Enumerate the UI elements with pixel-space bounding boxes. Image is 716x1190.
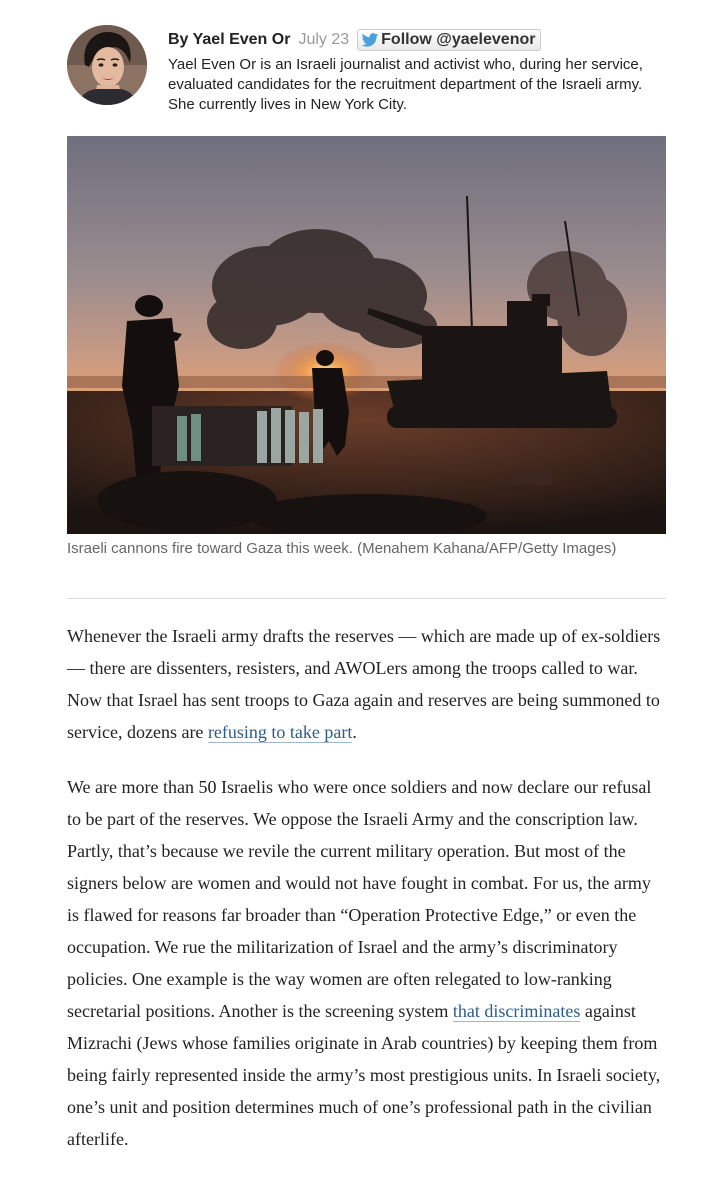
photo-caption: Israeli cannons fire toward Gaza this week. (Menahem Kahana/AFP/Getty Images) xyxy=(67,540,617,557)
refusing-to-take-part-link[interactable]: refusing to take part xyxy=(207,722,353,742)
article-photo[interactable] xyxy=(67,136,666,534)
twitter-follow-label: Follow @yaelevenor xyxy=(381,31,536,48)
author-avatar[interactable] xyxy=(67,25,147,105)
byline-row xyxy=(168,28,668,52)
publish-date: July 23 xyxy=(298,31,350,48)
article-paragraph-1 xyxy=(67,620,663,748)
paragraph-2-text-after: against Mizrachi (Jews whose families originate in Arab countries) by keeping them from being fairly represented inside the army’s most prestigious units. In Israeli society, one’s unit and position determines much of one’s professional path in the civilian afterlife. xyxy=(67,1001,661,1149)
twitter-bird-icon xyxy=(361,33,379,48)
paragraph-1-text-after: . xyxy=(352,722,357,742)
author-info xyxy=(168,28,668,115)
paragraph-2-text-before: We are more than 50 Israelis who were once soldiers and now declare our refusal to be part of the reserves. We oppose the Israeli Army and the conscription law. Partly, that’s because we revile the current military operation. But most of the signers below are women and would not have fought in combat. For us, the army is flawed for reasons far broader than “Operation Protective Edge,” or even the occupation. We rue the militarization of Israel and the army’s discriminatory policies. One example is the way women are often relegated to low-ranking secretarial positions. Another is the screening system xyxy=(67,777,652,1021)
paragraph-1-text-before: Whenever the Israeli army drafts the reserves — which are made up of ex-soldiers — there are dissenters, resisters, and AWOLers among the troops called to war. Now that Israel has sent troops to Gaza again and reserves are being summoned to service, dozens are xyxy=(67,626,661,742)
that-discriminates-link[interactable]: that discriminates xyxy=(452,1001,581,1021)
article-body xyxy=(67,620,663,1178)
author-name-link[interactable]: By Yael Even Or xyxy=(168,31,291,48)
author-bio: Yael Even Or is an Israeli journalist and activist who, during her service, evaluated candidates for the recruitment department of the Israeli army. She currently lives in New York City. xyxy=(168,56,643,113)
article-paragraph-2 xyxy=(67,771,663,1155)
twitter-follow-button[interactable] xyxy=(357,29,541,51)
caption-divider xyxy=(67,598,666,599)
author-header xyxy=(67,25,667,113)
